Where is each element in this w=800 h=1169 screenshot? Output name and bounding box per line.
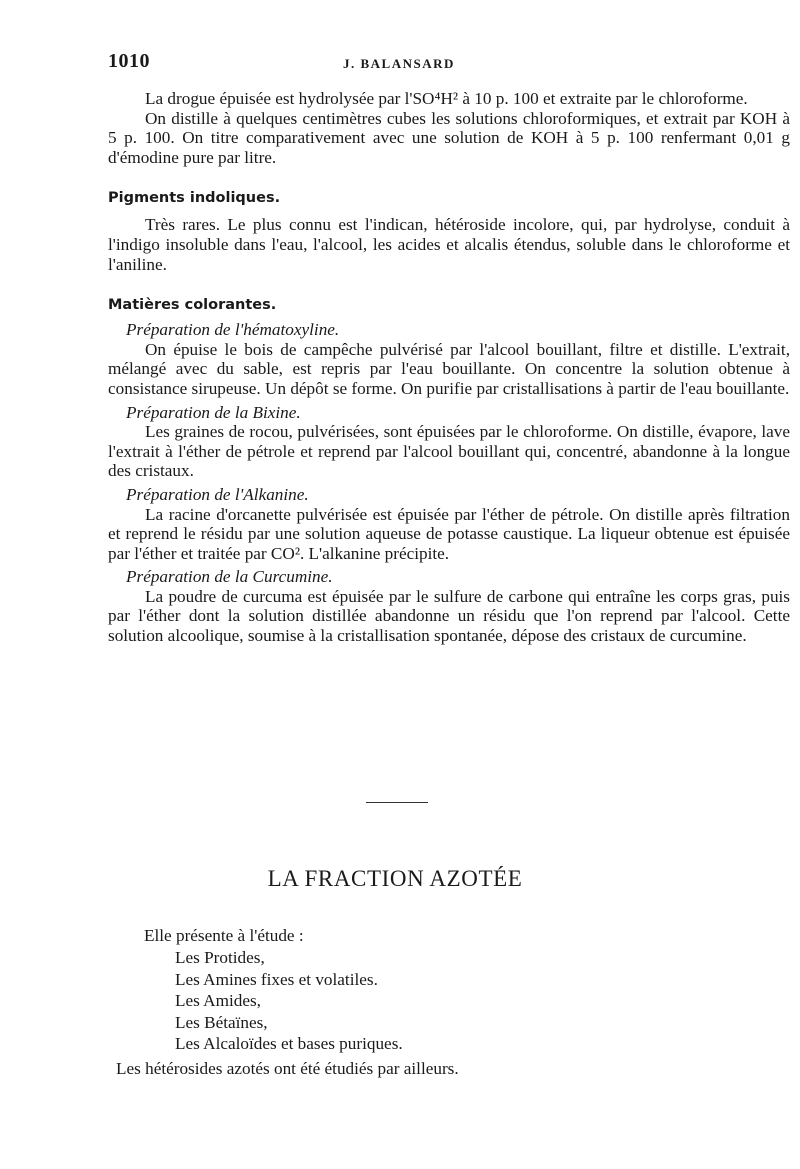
list-item: Les Amides,	[175, 991, 261, 1011]
section-title	[0, 866, 800, 892]
list-item: Les Alcaloïdes et bases puriques.	[175, 1034, 403, 1054]
heading-pigments: Pigments indoliques.	[108, 190, 281, 207]
subheading-alkanine: Préparation de l'Alkanine.	[126, 484, 309, 504]
list-intro: Elle présente à l'étude :	[144, 926, 304, 945]
closing-sentence: Les hétérosides azotés ont été étudiés par ailleurs.	[116, 1058, 459, 1078]
intro-paragraph-2: On distille à quelques centimètres cubes les solutions chloroformiques, et extrait par KOH à 5 p. 100. On titre comparativement avec une solution de KOH à 5 p. 100 renfermant 0,01 g d'émodine pure par litre.	[108, 108, 790, 167]
page-header	[108, 50, 790, 76]
paragraph-bixine: Les graines de rocou, pulvérisées, sont épuisées par le chloroforme. On distille, évapore, lave l'extrait à l'éther de pétrole et reprend par l'alcool bouillant qui, concentré, abandonne à la longue des cristaux.	[108, 422, 790, 481]
subheading-curcumine: Préparation de la Curcumine.	[126, 567, 333, 587]
section-title-text: LA FRACTION AZOTÉE	[267, 866, 523, 891]
paragraph-hematoxyline: On épuise le bois de campêche pulvérisé par l'alcool bouillant, filtre et distille. L'extrait, mélangé avec du sable, est repris par l'eau bouillante. On concentre la solution obtenue à consistance sirupeuse. Un dépôt se forme. On purifie par cristallisations à partir de l'eau bouillante.	[108, 339, 790, 398]
azotee-list	[116, 925, 744, 1080]
subheading-hematoxyline: Préparation de l'hématoxyline.	[126, 320, 340, 340]
list-item: Les Bétaïnes,	[175, 1012, 268, 1032]
paragraph-alkanine: La racine d'orcanette pulvérisée est épuisée par l'éther de pétrole. On distille après filtration et reprend le résidu par une solution aqueuse de potasse caustique. La liqueur obtenue est épuisée par l'éther et traitée par CO². L'alkanine précipite.	[108, 504, 790, 563]
running-head: J. BALANSARD	[343, 56, 455, 71]
main-text	[108, 89, 790, 646]
pigments-paragraph: Très rares. Le plus connu est l'indican, hétéroside incolore, qui, par hydrolyse, conduit à l'indigo insoluble dans l'eau, l'alcool, les acides et alcalis étendus, soluble dans le chloroforme et l'aniline.	[108, 215, 790, 274]
list-item: Les Protides,	[175, 948, 265, 967]
list-item: Les Amines fixes et volatiles.	[175, 969, 378, 989]
intro-paragraph-1: La drogue épuisée est hydrolysée par l'SO⁴H² à 10 p. 100 et extraite par le chloroforme.	[145, 89, 748, 108]
heading-matieres: Matières colorantes.	[108, 297, 277, 314]
page-number: 1010	[108, 50, 150, 72]
subheading-bixine: Préparation de la Bixine.	[126, 402, 301, 422]
section-divider	[366, 802, 428, 803]
paragraph-curcumine: La poudre de curcuma est épuisée par le sulfure de carbone qui entraîne les corps gras, puis par l'éther dont la solution distillée abandonne un résidu que l'on reprend par l'alcool. Cette solution alcoolique, soumise à la cristallisation spontanée, dépose des cristaux de curcumine.	[108, 586, 790, 646]
